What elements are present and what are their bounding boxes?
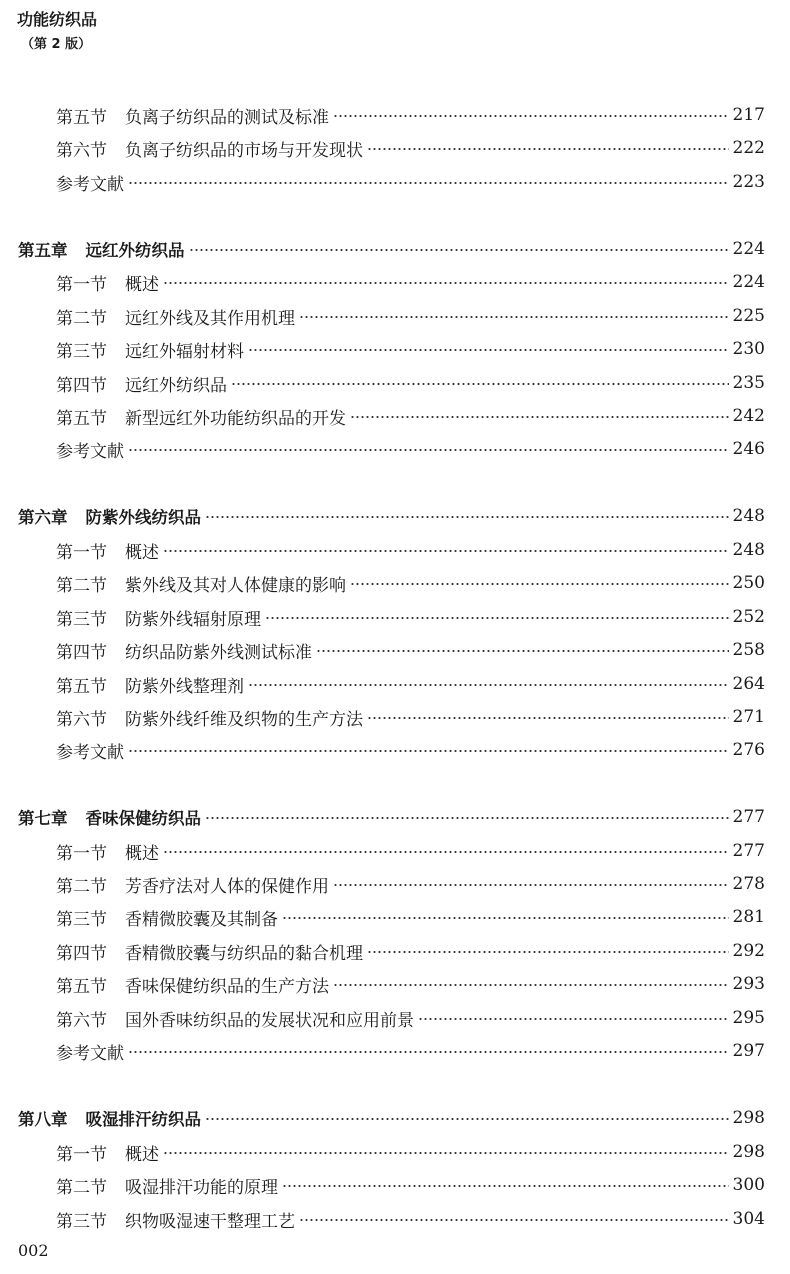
toc-page-number: 248 [732,506,765,526]
dot-leader [333,877,729,893]
toc-chapter-row [18,235,765,263]
edition-label: （第 2 版） [21,37,92,52]
toc-entry-number: 第五节 [56,408,107,429]
toc-chapter-row [18,1104,765,1132]
toc-section-row [56,903,765,931]
toc-page-number: 224 [732,239,765,259]
toc-entry-number: 第六节 [56,140,107,161]
toc-entry-number: 第五章 [18,241,68,260]
toc-entry-title: 香味保健纺织品 [85,809,201,828]
toc-page-number: 271 [732,707,765,727]
dot-leader [163,844,729,860]
toc-entry-number: 第四节 [56,943,107,964]
toc-page-number: 295 [732,1008,765,1028]
toc-page-number: 230 [732,339,765,359]
toc-entry-number: 参考文献 [56,742,124,763]
toc-entry-title: 负离子纺织品的市场与开发现状 [125,140,363,161]
toc-section-row [56,134,765,162]
toc-entry-number: 第四节 [56,375,107,396]
dot-leader [189,242,729,258]
toc-section-row [56,335,765,363]
toc-section-row [56,1138,765,1166]
toc-page-number: 292 [732,941,765,961]
toc-entry-title: 吸湿排汗纺织品 [85,1110,201,1129]
toc-section-row [56,937,765,965]
dot-leader [367,710,729,726]
toc-section-row [56,536,765,564]
toc-page-number: 297 [732,1041,765,1061]
toc-page-number: 222 [732,138,765,158]
toc-entry-title: 织物吸湿速干整理工艺 [125,1211,295,1232]
toc-page-number: 217 [732,105,765,125]
toc-entry-title: 负离子纺织品的测试及标准 [125,107,329,128]
dot-leader [299,309,729,325]
toc-entry-title: 防紫外线辐射原理 [125,609,261,630]
dot-leader [367,944,729,960]
toc-entry-title: 防紫外线整理剂 [125,676,244,697]
dot-leader [205,1111,729,1127]
toc-section-row [56,1004,765,1032]
toc-entry-number: 第五节 [56,976,107,997]
toc-section-row [56,268,765,296]
toc-entry-title: 远红外纺织品 [85,241,185,260]
toc-section-row [56,1037,765,1065]
toc-section-row [56,302,765,330]
toc-page-number: 248 [732,540,765,560]
toc-section-row [56,636,765,664]
toc-entry-title: 远红外线及其作用机理 [125,308,295,329]
page-number: 002 [18,1241,49,1260]
toc-entry-title: 紫外线及其对人体健康的影响 [125,575,346,596]
toc-entry-number: 参考文献 [56,174,124,195]
dot-leader [316,643,729,659]
toc-entry-title: 防紫外线纺织品 [85,508,201,527]
toc-section-row [56,970,765,998]
dot-leader [128,1044,729,1060]
toc-page-number: 276 [732,740,765,760]
toc-entry-number: 第三节 [56,341,107,362]
dot-leader [205,509,729,525]
toc-section-row [56,1205,765,1233]
toc-entry-title: 防紫外线纤维及织物的生产方法 [125,709,363,730]
toc-page-number: 250 [732,573,765,593]
dot-leader [231,376,729,392]
toc-page-number: 235 [732,373,765,393]
toc-entry-number: 第一节 [56,542,107,563]
dot-leader [163,1145,729,1161]
toc-entry-title: 新型远红外功能纺织品的开发 [125,408,346,429]
toc-entry-title: 纺织品防紫外线测试标准 [125,642,312,663]
toc-page-number: 225 [732,306,765,326]
toc-page-number: 298 [732,1108,765,1128]
toc-entry-number: 参考文献 [56,441,124,462]
dot-leader [282,910,729,926]
toc-page-number: 293 [732,974,765,994]
toc-entry-number: 第二节 [56,876,107,897]
dot-leader [163,275,729,291]
toc-page-number: 252 [732,607,765,627]
dot-leader [248,342,729,358]
toc-entry-number: 第五节 [56,107,107,128]
toc-entry-number: 第三节 [56,1211,107,1232]
toc-entry-number: 第一节 [56,1144,107,1165]
toc-entry-number: 第二节 [56,575,107,596]
dot-leader [248,677,729,693]
toc-page-number: 246 [732,439,765,459]
toc-entry-number: 第六节 [56,1010,107,1031]
toc-section-row [56,703,765,731]
toc-entry-title: 香味保健纺织品的生产方法 [125,976,329,997]
toc-entry-number: 第二节 [56,1177,107,1198]
toc-page-number: 304 [732,1209,765,1229]
toc-chapter-row [18,502,765,530]
toc-entry-number: 第三节 [56,609,107,630]
toc-entry-number: 第一节 [56,843,107,864]
toc-entry-title: 概述 [125,274,159,295]
toc-section-row [56,736,765,764]
toc-entry-title: 概述 [125,1144,159,1165]
dot-leader [299,1212,729,1228]
toc-page-number: 298 [732,1142,765,1162]
toc-section-row [56,837,765,865]
dot-leader [350,576,729,592]
toc-entry-number: 第三节 [56,909,107,930]
toc-entry-number: 第六章 [18,508,68,527]
toc-entry-number: 第七章 [18,809,68,828]
toc-section-row [56,369,765,397]
toc-entry-title: 芳香疗法对人体的保健作用 [125,876,329,897]
toc-section-row [56,603,765,631]
toc-section-row [56,670,765,698]
toc-entry-title: 香精微胶囊与纺织品的黏合机理 [125,943,363,964]
dot-leader [128,175,729,191]
toc-section-row [56,402,765,430]
toc-entry-number: 第二节 [56,308,107,329]
dot-leader [163,543,729,559]
dot-leader [128,743,729,759]
toc-entry-number: 第五节 [56,676,107,697]
toc-entry-number: 第一节 [56,274,107,295]
toc-section-row [56,1171,765,1199]
toc-section-row [56,569,765,597]
toc-page-number: 277 [732,807,765,827]
dot-leader [367,141,729,157]
toc-entry-title: 远红外辐射材料 [125,341,244,362]
toc-entry-number: 第四节 [56,642,107,663]
toc-page-number: 277 [732,841,765,861]
toc-entry-title: 国外香味纺织品的发展状况和应用前景 [125,1010,414,1031]
toc-entry-number: 第六节 [56,709,107,730]
dot-leader [333,108,729,124]
toc-entry-number: 参考文献 [56,1043,124,1064]
toc-entry-title: 概述 [125,542,159,563]
toc-entry-title: 远红外纺织品 [125,375,227,396]
dot-leader [333,977,729,993]
toc-page-number: 281 [732,907,765,927]
toc-page-number: 223 [732,172,765,192]
dot-leader [418,1011,729,1027]
toc-page-number: 264 [732,674,765,694]
toc-entry-title: 概述 [125,843,159,864]
toc-page-number: 300 [732,1175,765,1195]
toc-page-number: 242 [732,406,765,426]
toc-page-number: 224 [732,272,765,292]
dot-leader [265,610,729,626]
toc-entry-title: 吸湿排汗功能的原理 [125,1177,278,1198]
book-title: 功能纺织品 [17,10,98,29]
toc-page-number: 278 [732,874,765,894]
toc-entry-title: 香精微胶囊及其制备 [125,909,278,930]
dot-leader [205,810,729,826]
toc-section-row [56,168,765,196]
toc-section-row [56,870,765,898]
toc-entry-number: 第八章 [18,1110,68,1129]
toc-chapter-row [18,803,765,831]
toc-page-number: 258 [732,640,765,660]
dot-leader [128,442,729,458]
dot-leader [350,409,729,425]
toc-section-row [56,435,765,463]
toc-section-row [56,101,765,129]
dot-leader [282,1178,729,1194]
